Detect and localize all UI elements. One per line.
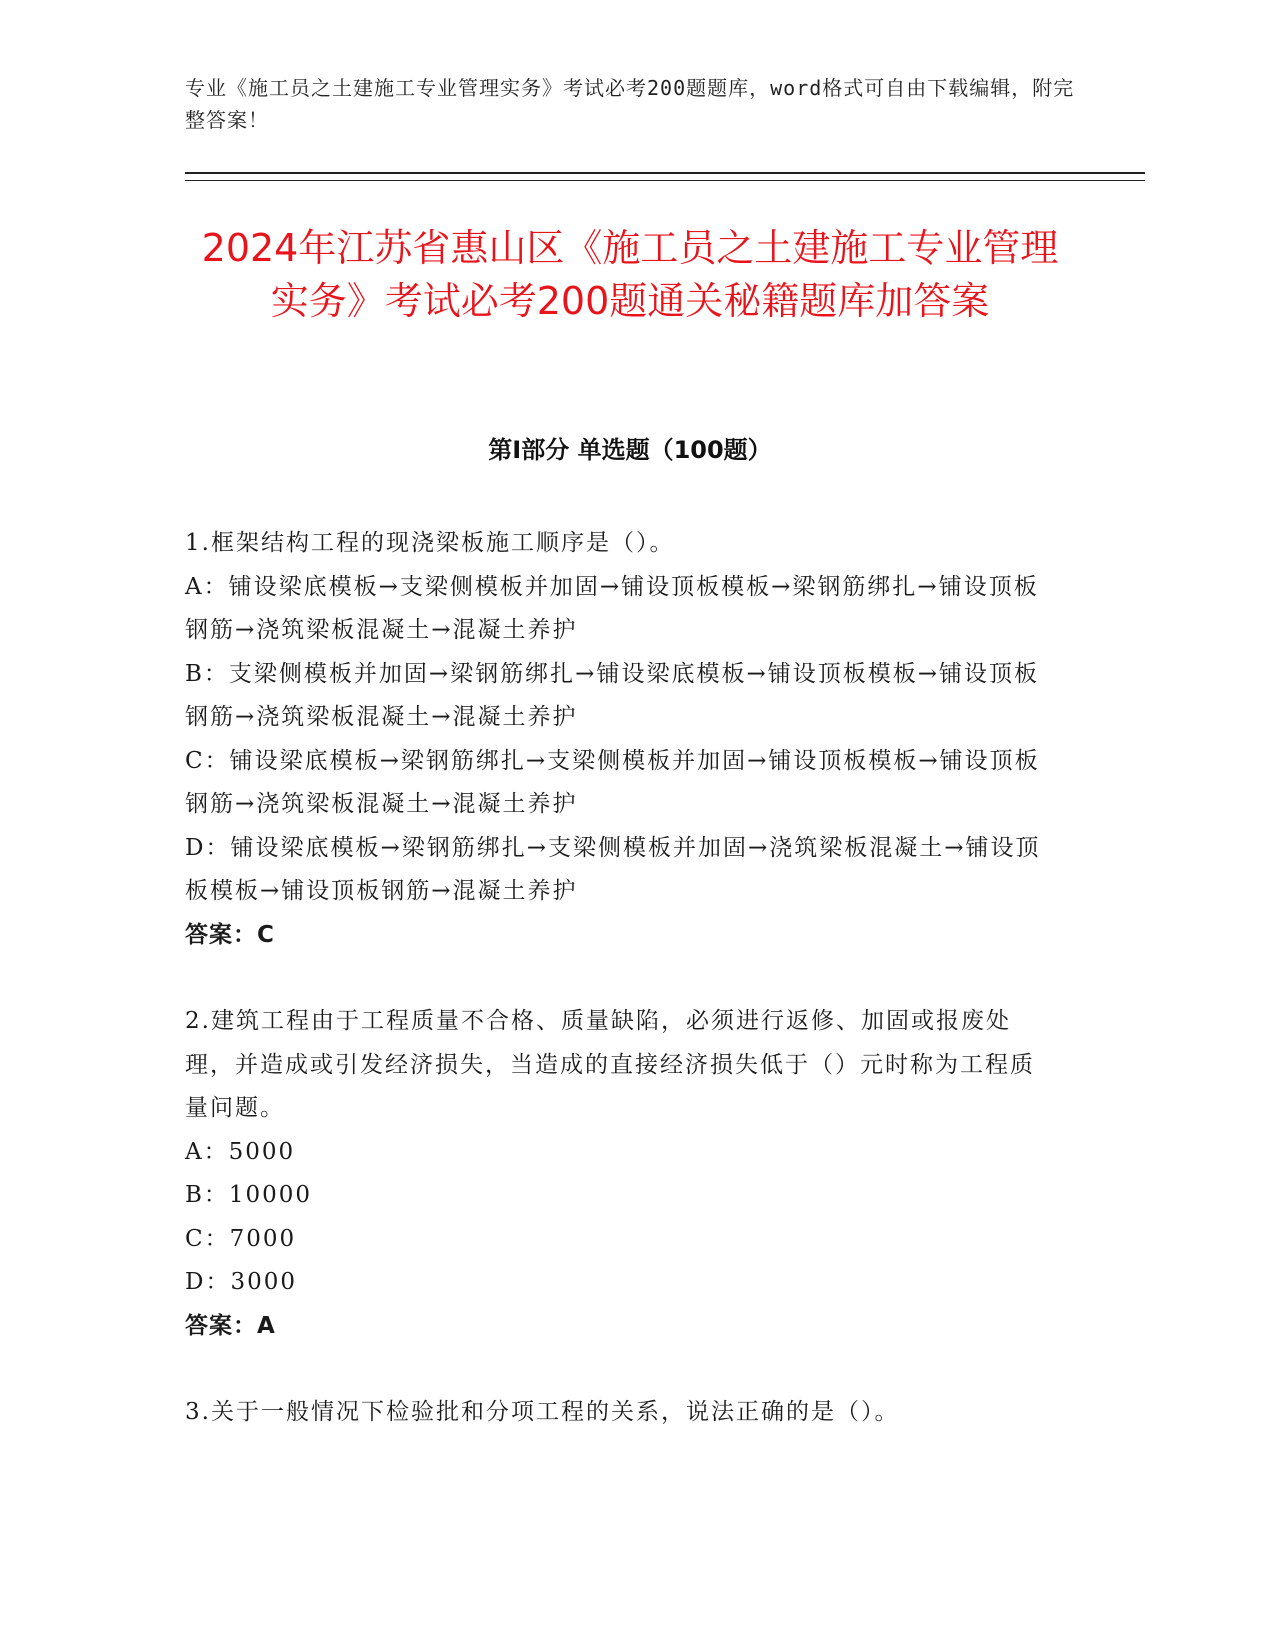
header-divider-thick xyxy=(185,172,1145,174)
document-title: 2024年江苏省惠山区《施工员之土建施工专业管理实务》考试必考200题通关秘籍题库加答案 xyxy=(201,226,1059,323)
question-1 xyxy=(185,522,1055,957)
option-b: B：支梁侧模板并加固→梁钢筋绑扎→铺设梁底模板→铺设顶板模板→铺设顶板钢筋→浇筑梁板混凝土→混凝土养护 xyxy=(185,660,1039,730)
question-3 xyxy=(185,1391,1055,1435)
option-c: C：7000 xyxy=(185,1225,297,1252)
answer: 答案：C xyxy=(185,921,275,948)
option-a: A：5000 xyxy=(185,1138,296,1165)
section-heading: 第I部分 单选题（100题） xyxy=(488,436,772,464)
question-list xyxy=(185,522,1055,1478)
option-a: A：铺设梁底模板→支梁侧模板并加固→铺设顶板模板→梁钢筋绑扎→铺设顶板钢筋→浇筑梁板混凝土→混凝土养护 xyxy=(185,573,1039,643)
option-d: D：铺设梁底模板→梁钢筋绑扎→支梁侧模板并加固→浇筑梁板混凝土→铺设顶板模板→铺设顶板钢筋→混凝土养护 xyxy=(185,834,1041,904)
option-b: B：10000 xyxy=(185,1182,313,1208)
question-2 xyxy=(185,1000,1055,1348)
option-c: C：铺设梁底模板→梁钢筋绑扎→支梁侧模板并加固→铺设顶板模板→铺设顶板钢筋→浇筑梁板混凝土→混凝土养护 xyxy=(185,747,1040,817)
header-note: 专业《施工员之土建施工专业管理实务》考试必考200题题库，word格式可自由下载编辑，附完整答案！ xyxy=(185,76,1075,132)
question-stem: 3.关于一般情况下检验批和分项工程的关系，说法正确的是（）。 xyxy=(185,1399,900,1425)
question-stem: 2.建筑工程由于工程质量不合格、质量缺陷，必须进行返修、加固或报废处理，并造成或引发经济损失，当造成的直接经济损失低于（）元时称为工程质量问题。 xyxy=(185,1008,1035,1121)
header-divider-thin xyxy=(185,180,1145,181)
option-d: D：3000 xyxy=(185,1269,297,1295)
question-stem: 1.框架结构工程的现浇梁板施工顺序是（）。 xyxy=(185,530,675,556)
answer: 答案：A xyxy=(185,1312,276,1339)
